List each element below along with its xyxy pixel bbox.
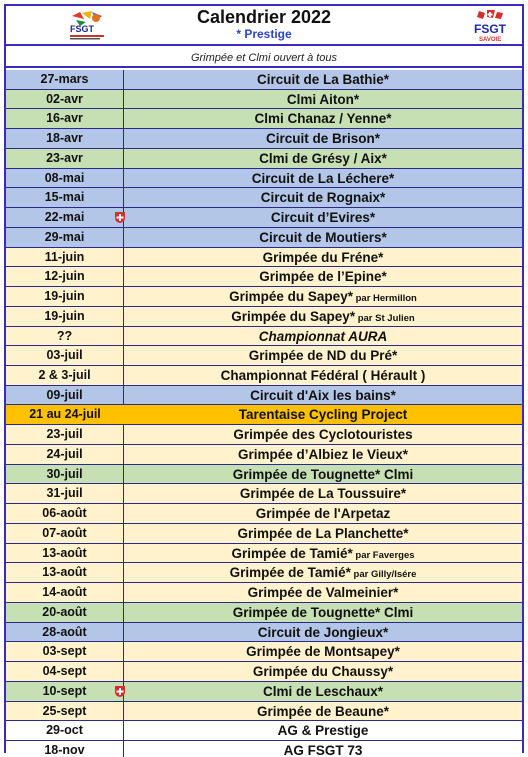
- event-date: 28-août: [6, 623, 124, 642]
- prestige-star: *: [381, 229, 387, 245]
- prestige-star: *: [374, 131, 381, 147]
- event-date: 30-juil: [6, 465, 124, 484]
- event-title: Circuit de Jongieux: [257, 624, 383, 640]
- event-title: Grimpée de Valmeinier: [247, 585, 394, 601]
- event-date: 16-avr: [6, 109, 124, 128]
- prestige-star: *: [347, 545, 353, 561]
- event-date: 24-juil: [6, 445, 124, 464]
- event-title: Championnat Fédéral ( Hérault ): [220, 368, 426, 384]
- event-name: [124, 109, 522, 128]
- event-route: par Hermillon: [352, 293, 417, 305]
- event-title: AG FSGT 73: [283, 742, 363, 757]
- event-name: [124, 425, 522, 444]
- event-date: 10-sept: [6, 682, 124, 701]
- calendar-row: [6, 465, 522, 485]
- calendar-row: [6, 504, 522, 524]
- event-title: Circuit de Moutiers: [259, 229, 382, 245]
- calendar-row: [6, 188, 522, 208]
- event-date: 25-sept: [6, 702, 124, 721]
- event-date: 29-mai: [6, 228, 124, 247]
- event-title: AG & Prestige: [277, 723, 369, 739]
- prestige-star: *: [347, 289, 353, 305]
- event-date: 27-mars: [6, 70, 124, 89]
- calendar-row: [6, 682, 522, 702]
- event-title: Grimpée de Beaune: [256, 703, 384, 719]
- event-name: [124, 721, 522, 740]
- prestige-star: *: [386, 111, 392, 127]
- event-name: [124, 149, 522, 168]
- calendar-row: [6, 405, 522, 425]
- event-date: 19-juin: [6, 287, 124, 306]
- calendar-row: [6, 721, 522, 741]
- calendar-row: [6, 642, 522, 662]
- event-date: 06-août: [6, 504, 124, 523]
- calendar-row: [6, 524, 522, 544]
- calendar-row: [6, 583, 522, 603]
- prestige-star: *: [374, 604, 381, 620]
- event-title: Clmi Chanaz / Yenne: [254, 111, 387, 127]
- event-title: Grimpée de Tougnette: [232, 466, 375, 482]
- event-date: 19-juin: [6, 307, 124, 326]
- calendar-row: [6, 366, 522, 386]
- event-name: [124, 544, 522, 563]
- event-name: [124, 267, 522, 286]
- event-name: [124, 445, 522, 464]
- event-name: [124, 248, 522, 267]
- calendar-row: [6, 702, 522, 722]
- fsgt-savoie-logo-icon: [471, 9, 511, 43]
- prestige-star: *: [381, 150, 387, 166]
- event-name: [124, 465, 522, 484]
- calendar-row: [6, 603, 522, 623]
- event-date: 23-juil: [6, 425, 124, 444]
- prestige-star: *: [374, 466, 381, 482]
- right-logo-text: FSGT: [474, 22, 506, 36]
- event-title: Grimpée de Montsapey: [246, 644, 395, 660]
- open-to-all-note: Grimpée et Clmi ouvert à tous: [6, 48, 522, 68]
- calendar-row: [6, 70, 522, 90]
- event-name: [124, 662, 522, 681]
- event-name: [124, 583, 522, 602]
- calendar-table: [6, 70, 522, 757]
- event-date: 12-juin: [6, 267, 124, 286]
- calendar-row: [6, 386, 522, 406]
- event-title: Clmi de Leschaux: [262, 683, 378, 699]
- calendar-row: [6, 267, 522, 287]
- event-title: Grimpée d’Albiez le Vieux: [237, 446, 403, 462]
- calendar-row: [6, 307, 522, 327]
- event-route: par St Julien: [355, 312, 415, 324]
- event-date: 14-août: [6, 583, 124, 602]
- event-title: Grimpée de Tougnette: [232, 604, 375, 620]
- event-title: Grimpée du Fréne: [262, 249, 379, 265]
- event-name: [124, 327, 522, 346]
- event-name: [124, 188, 522, 207]
- event-title: Grimpée de La Toussuire: [239, 486, 401, 502]
- event-date: ??: [6, 327, 124, 346]
- event-title: Grimpée du Chaussy: [252, 664, 388, 680]
- event-name: [124, 504, 522, 523]
- calendar-row: [6, 484, 522, 504]
- event-title: Grimpée de l'Arpetaz: [255, 506, 391, 522]
- page-title: Calendrier 2022: [196, 7, 332, 27]
- calendar-row: [6, 169, 522, 189]
- prestige-star: *: [394, 644, 400, 660]
- calendar-row: [6, 544, 522, 564]
- calendar-row: [6, 445, 522, 465]
- prestige-star: *: [383, 624, 389, 640]
- event-name: [124, 682, 522, 701]
- event-title: Circuit d’Evires: [270, 210, 370, 226]
- event-title: Grimpée de Tamié: [231, 545, 348, 561]
- event-title: Clmi de Grésy / Aix: [259, 150, 382, 166]
- event-name: [124, 228, 522, 247]
- event-date: 13-août: [6, 544, 124, 563]
- event-name: [124, 563, 522, 582]
- event-name: [124, 405, 522, 424]
- event-title: Clmi Aiton*: [286, 91, 360, 107]
- event-title: Tarentaise Cycling Project: [238, 407, 408, 423]
- savoie-shield-icon: [114, 685, 126, 698]
- calendar-row: [6, 623, 522, 643]
- event-date: 15-mai: [6, 188, 124, 207]
- calendar-frame: [4, 4, 524, 757]
- event-name: [124, 366, 522, 385]
- event-date: 08-mai: [6, 169, 124, 188]
- event-date: 02-avr: [6, 90, 124, 109]
- prestige-star: *: [400, 486, 407, 502]
- event-date: 18-nov: [6, 741, 124, 757]
- event-date: 21 au 24-juil: [29, 407, 101, 422]
- prestige-star: *: [402, 446, 409, 462]
- calendar-row: [6, 90, 522, 110]
- prestige-star: *: [380, 190, 386, 206]
- event-title: Circuit de La Bathie: [256, 72, 384, 87]
- prestige-star: *: [390, 387, 396, 403]
- event-date: 07-août: [6, 524, 124, 543]
- event-title: Grimpée de Tamié: [229, 565, 346, 581]
- calendar-row: [6, 346, 522, 366]
- prestige-star: *: [393, 585, 399, 601]
- event-name: [124, 524, 522, 543]
- event-name: [124, 129, 522, 148]
- event-title: Grimpée du Sapey: [231, 308, 350, 324]
- event-name: [124, 208, 522, 227]
- prestige-star: *: [392, 348, 398, 364]
- left-logo-text: FSGT: [70, 24, 94, 34]
- event-date: 2 & 3-juil: [6, 366, 124, 385]
- event-extra: Clmi: [380, 466, 414, 482]
- event-name: [124, 346, 522, 365]
- savoie-shield-icon: [114, 211, 126, 224]
- event-date: 29-oct: [6, 721, 124, 740]
- calendar-row: [6, 109, 522, 129]
- event-date: 23-avr: [6, 149, 124, 168]
- calendar-row: [6, 287, 522, 307]
- event-name: [124, 386, 522, 405]
- calendar-row: [6, 149, 522, 169]
- prestige-star: *: [383, 703, 390, 719]
- event-date: 03-juil: [6, 346, 124, 365]
- event-date: 03-sept: [6, 642, 124, 661]
- event-name: [124, 90, 522, 109]
- event-title: Grimpée des Cyclotouristes: [233, 427, 413, 443]
- event-date: 20-août: [6, 603, 124, 622]
- event-title: Circuit de La Léchere: [251, 170, 390, 186]
- calendar-header: [6, 6, 522, 46]
- event-name: [124, 702, 522, 721]
- calendar-row: [6, 129, 522, 149]
- event-title: Grimpée de La Planchette: [237, 525, 404, 541]
- calendar-row: [6, 662, 522, 682]
- event-title: Grimpée du Sapey: [229, 289, 348, 305]
- event-name: [124, 307, 522, 326]
- calendar-row: [6, 228, 522, 248]
- calendar-row: [6, 425, 522, 445]
- prestige-star: *: [403, 525, 409, 541]
- calendar-row: [6, 248, 522, 268]
- event-date: 11-juin: [6, 248, 124, 267]
- prestige-star: *: [387, 664, 394, 680]
- prestige-star: *: [383, 72, 390, 87]
- event-name: [124, 741, 522, 757]
- event-name: [124, 169, 522, 188]
- event-name: [124, 70, 522, 89]
- event-route: par Gilly/Isére: [350, 569, 417, 581]
- event-date: 31-juil: [6, 484, 124, 503]
- event-title: Championnat AURA: [258, 328, 388, 344]
- event-date: 22-mai: [6, 208, 124, 227]
- prestige-star: *: [381, 269, 387, 285]
- event-title: Circuit de Rognaix: [260, 190, 380, 206]
- event-name: [124, 603, 522, 622]
- prestige-star: *: [345, 565, 351, 581]
- calendar-row: [6, 208, 522, 228]
- prestige-star: *: [377, 683, 384, 699]
- event-title: Circuit d'Aix les bains: [250, 387, 391, 403]
- event-date: 13-août: [6, 563, 124, 582]
- event-name: [124, 642, 522, 661]
- event-route: par Faverges: [352, 549, 415, 561]
- right-logo-sub: SAVOIE: [479, 37, 502, 43]
- prestige-star: *: [378, 249, 384, 265]
- calendar-row: [6, 741, 522, 757]
- prestige-star: *: [389, 170, 395, 186]
- event-date: 09-juil: [6, 386, 124, 405]
- event-date: 18-avr: [6, 129, 124, 148]
- event-name: [124, 484, 522, 503]
- calendar-row: [6, 563, 522, 583]
- page-subtitle: * Prestige: [236, 27, 292, 41]
- event-extra: Clmi: [380, 604, 414, 620]
- prestige-star: *: [369, 210, 376, 226]
- event-date: 04-sept: [6, 662, 124, 681]
- event-title: Grimpée de ND du Pré: [248, 348, 393, 364]
- event-name: [124, 287, 522, 306]
- event-title: Circuit de Brison: [265, 131, 375, 147]
- calendar-row: [6, 327, 522, 347]
- event-name: [124, 623, 522, 642]
- prestige-star: *: [349, 308, 356, 324]
- event-title: Grimpée de l’Epine: [259, 269, 382, 285]
